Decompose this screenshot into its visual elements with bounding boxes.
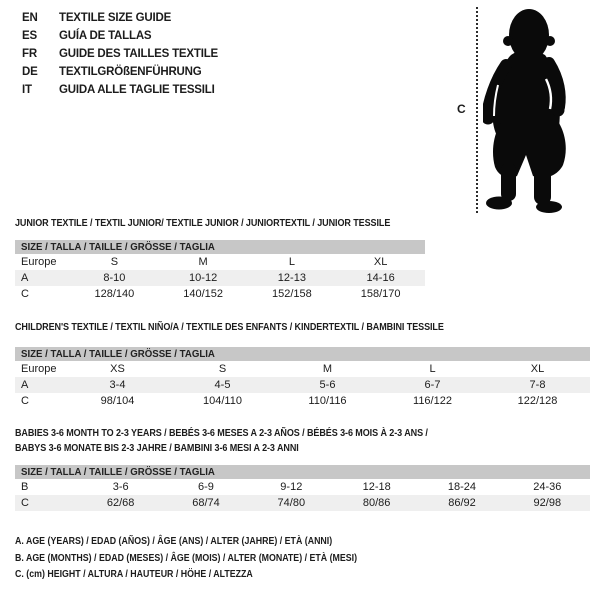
size-cell: 74/80: [249, 495, 334, 511]
height-measure-dotted-line: [476, 7, 478, 213]
size-cell: 12-13: [248, 270, 337, 286]
row-label: A: [15, 270, 70, 286]
row-label: C: [21, 288, 29, 300]
language-code: IT: [22, 84, 32, 96]
size-cell: 122/128: [517, 395, 558, 407]
language-code: DE: [22, 66, 38, 78]
size-cell: XL: [530, 363, 545, 375]
legend-notes: [15, 533, 422, 583]
table-row: [15, 479, 590, 495]
size-cell: 14-16: [336, 270, 425, 286]
row-label: B: [21, 481, 29, 493]
height-measure-label: C: [457, 102, 466, 116]
size-cell: 110/116: [308, 395, 347, 407]
size-cell: 3-6: [112, 481, 129, 493]
size-cell: 7-8: [485, 377, 590, 393]
size-cell: XL: [373, 256, 388, 268]
size-cell: L: [288, 256, 295, 268]
language-row: [22, 63, 218, 81]
table-row: [15, 286, 425, 302]
table-row: [15, 270, 425, 286]
height-figure: [450, 3, 598, 215]
language-row: [22, 9, 218, 27]
size-cell: 4-5: [170, 377, 275, 393]
row-label: Europe: [21, 363, 57, 375]
size-cell: 158/170: [360, 288, 401, 300]
language-row: [22, 27, 218, 45]
size-cell: 116/122: [413, 395, 452, 407]
size-cell: 10-12: [159, 270, 248, 286]
children-size-table: [15, 347, 590, 409]
table-band-header: SIZE / TALLA / TAILLE / GRÖSSE / TAGLIA: [15, 240, 425, 254]
size-cell: 104/110: [203, 395, 242, 407]
babies-size-table: [15, 465, 590, 511]
size-cell: S: [110, 256, 119, 268]
size-cell: M: [322, 363, 333, 375]
size-cell: S: [218, 363, 227, 375]
language-title: GUIDE DES TAILLES TEXTILE: [59, 48, 218, 60]
size-cell: L: [429, 363, 436, 375]
table-row: [15, 495, 590, 511]
note-age-years: A. AGE (YEARS) / EDAD (AÑOS) / ÂGE (ANS) / ALTER (JAHRE) / ETÀ (ANNI): [15, 535, 333, 547]
section-heading: CHILDREN'S TEXTILE / TEXTIL NIÑO/A / TEXTILE DES ENFANTS / KINDERTEXTIL / BAMBINI TESSILE: [15, 321, 444, 333]
section-heading: BABIES 3-6 MONTH TO 2-3 YEARS / BEBÉS 3-6 MESES A 2-3 AÑOS / BÉBÉS 3-6 MOIS À 2-3 ANS /: [15, 427, 428, 439]
size-cell: 24-36: [533, 481, 562, 493]
size-cell: 9-12: [280, 481, 303, 493]
size-cell: XS: [110, 363, 125, 375]
size-cell: 6-9: [198, 481, 214, 493]
language-title: TEXTILGRÖßENFÜHRUNG: [59, 66, 202, 78]
size-cell: 12-18: [362, 481, 391, 493]
note-height-cm: C. (cm) HEIGHT / ALTURA / HAUTEUR / HÖHE / ALTEZZA: [15, 568, 253, 580]
size-cell: 98/104: [100, 395, 135, 407]
section-heading-line2: BABYS 3-6 MONATE BIS 2-3 JAHRE / BAMBINI 3-6 MESI A 2-3 ANNI: [15, 442, 299, 454]
table-band-header: SIZE / TALLA / TAILLE / GRÖSSE / TAGLIA: [15, 347, 590, 361]
language-row: [22, 45, 218, 63]
size-cell: 128/140: [94, 288, 135, 300]
size-cell: 86/92: [419, 495, 504, 511]
table-row: [15, 361, 590, 377]
size-cell: 68/74: [163, 495, 248, 511]
language-title: TEXTILE SIZE GUIDE: [59, 12, 172, 24]
language-title-list: [22, 9, 218, 99]
size-cell: 62/68: [78, 495, 163, 511]
note-age-months: B. AGE (MONTHS) / EDAD (MESES) / ÂGE (MOIS) / ALTER (MONATE) / ETÀ (MESI): [15, 551, 358, 564]
language-code: ES: [22, 30, 37, 42]
size-cell: 18-24: [447, 481, 477, 493]
size-cell: 92/98: [505, 495, 590, 511]
size-cell: 152/158: [271, 288, 312, 300]
table-band-header: SIZE / TALLA / TAILLE / GRÖSSE / TAGLIA: [15, 465, 590, 479]
table-row: [15, 377, 590, 393]
size-cell: M: [198, 256, 208, 268]
row-label: C: [21, 395, 29, 407]
row-label: Europe: [21, 256, 57, 268]
size-cell: 6-7: [380, 377, 485, 393]
size-cell: 5-6: [275, 377, 380, 393]
junior-size-table: [15, 240, 425, 302]
section-childrens-textile: [15, 320, 590, 409]
size-cell: 3-4: [65, 377, 170, 393]
section-heading: JUNIOR TEXTILE / TEXTIL JUNIOR/ TEXTILE JUNIOR / JUNIORTEXTIL / JUNIOR TESSILE: [15, 217, 391, 229]
row-label: A: [15, 377, 65, 393]
size-cell: 80/86: [334, 495, 419, 511]
language-title: GUIDA ALLE TAGLIE TESSILI: [59, 84, 215, 96]
table-row: [15, 254, 425, 270]
size-cell: 8-10: [70, 270, 159, 286]
language-code: EN: [22, 12, 38, 24]
language-row: [22, 81, 218, 99]
section-junior-textile: [15, 216, 425, 302]
toddler-silhouette-icon: [483, 5, 595, 213]
language-title: GUÍA DE TALLAS: [59, 30, 152, 42]
section-babies-textile: [15, 426, 590, 511]
row-label: C: [15, 495, 78, 511]
table-row: [15, 393, 590, 409]
language-code: FR: [22, 48, 37, 60]
size-cell: 140/152: [183, 288, 223, 300]
